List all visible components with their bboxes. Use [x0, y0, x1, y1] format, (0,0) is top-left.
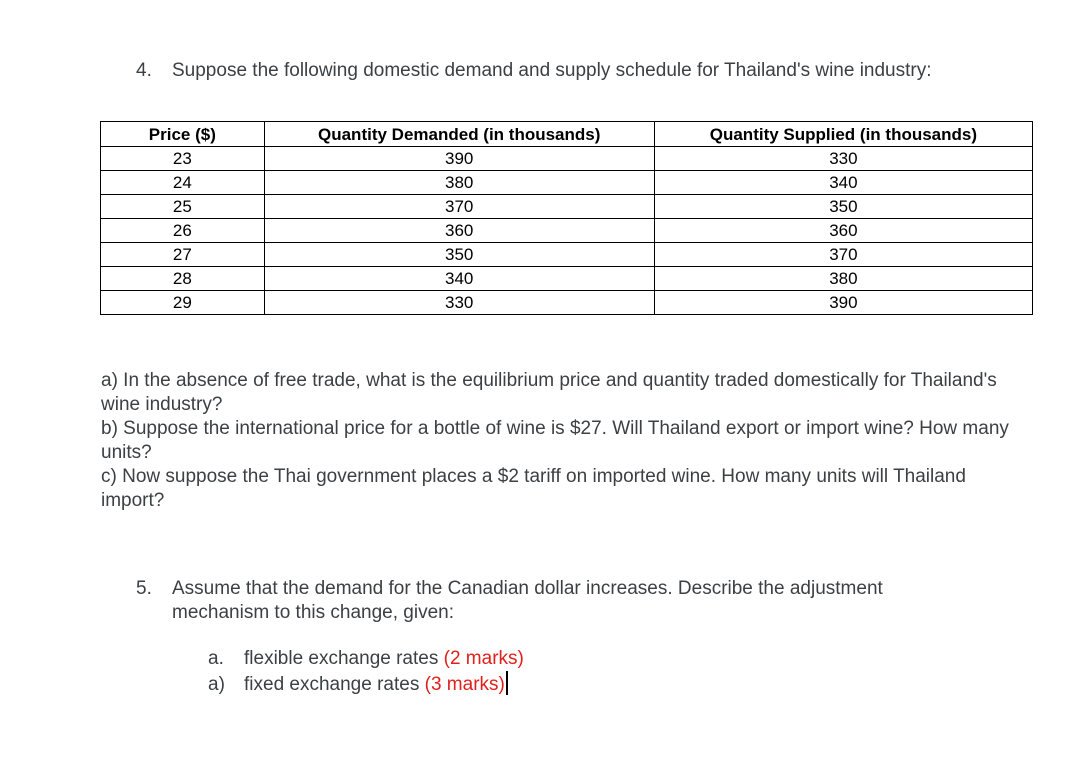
list-item-text: fixed exchange rates: [244, 674, 420, 695]
cell-quantity-demanded: 340: [264, 267, 654, 291]
question-5-list: [208, 647, 524, 697]
question-5-line-1: Assume that the demand for the Canadian dollar increases. Describe the adjustment: [172, 578, 883, 599]
cell-quantity-demanded: 360: [264, 219, 654, 243]
list-marker: a): [208, 674, 225, 695]
cell-quantity-supplied: 380: [654, 267, 1032, 291]
table-row: [101, 267, 1033, 291]
list-marker: a.: [208, 648, 224, 669]
header-quantity-demanded: Quantity Demanded (in thousands): [264, 122, 654, 147]
cell-quantity-demanded: 390: [264, 147, 654, 171]
cell-quantity-supplied: 360: [654, 219, 1032, 243]
cell-quantity-demanded: 350: [264, 243, 654, 267]
table-header-row: [101, 122, 1033, 147]
cell-price: 26: [101, 219, 265, 243]
cell-quantity-demanded: 330: [264, 291, 654, 315]
cell-quantity-supplied: 340: [654, 171, 1032, 195]
cell-quantity-supplied: 390: [654, 291, 1032, 315]
table-row: [101, 171, 1033, 195]
marks-label: (2 marks): [443, 648, 524, 669]
table-row: [101, 195, 1033, 219]
question-5-line-2: mechanism to this change, given:: [172, 602, 454, 623]
schedule-table: [100, 121, 1033, 315]
cell-price: 24: [101, 171, 265, 195]
question-5-number: 5.: [136, 578, 152, 599]
part-c-text: c) Now suppose the Thai government places a $2 tariff on imported wine. How many units will Thailand import?: [101, 466, 966, 511]
question-4-number: 4.: [136, 60, 152, 81]
list-item-text: flexible exchange rates: [244, 648, 439, 669]
question-5: [136, 577, 883, 625]
cell-quantity-supplied: 350: [654, 195, 1032, 219]
cell-price: 29: [101, 291, 265, 315]
question-4-parts: [101, 369, 1021, 513]
list-item: [208, 671, 524, 697]
part-a-text: a) In the absence of free trade, what is the equilibrium price and quantity traded domestically for Thailand's wine industry?: [101, 370, 997, 415]
header-quantity-supplied: Quantity Supplied (in thousands): [654, 122, 1032, 147]
table-row: [101, 219, 1033, 243]
part-b-text: b) Suppose the international price for a bottle of wine is $27. Will Thailand export or import wine? How many units?: [101, 418, 1009, 463]
question-4-text: Suppose the following domestic demand and supply schedule for Thailand's wine industry:: [172, 60, 932, 81]
list-item: [208, 647, 524, 671]
cell-price: 27: [101, 243, 265, 267]
cell-price: 23: [101, 147, 265, 171]
cell-quantity-supplied: 370: [654, 243, 1032, 267]
cell-price: 28: [101, 267, 265, 291]
text-cursor: [506, 671, 508, 695]
table-row: [101, 291, 1033, 315]
header-price: Price ($): [101, 122, 265, 147]
cell-quantity-demanded: 370: [264, 195, 654, 219]
cell-price: 25: [101, 195, 265, 219]
cell-quantity-demanded: 380: [264, 171, 654, 195]
marks-label: (3 marks): [424, 674, 505, 695]
table-row: [101, 147, 1033, 171]
table-row: [101, 243, 1033, 267]
cell-quantity-supplied: 330: [654, 147, 1032, 171]
question-4: [136, 59, 932, 83]
